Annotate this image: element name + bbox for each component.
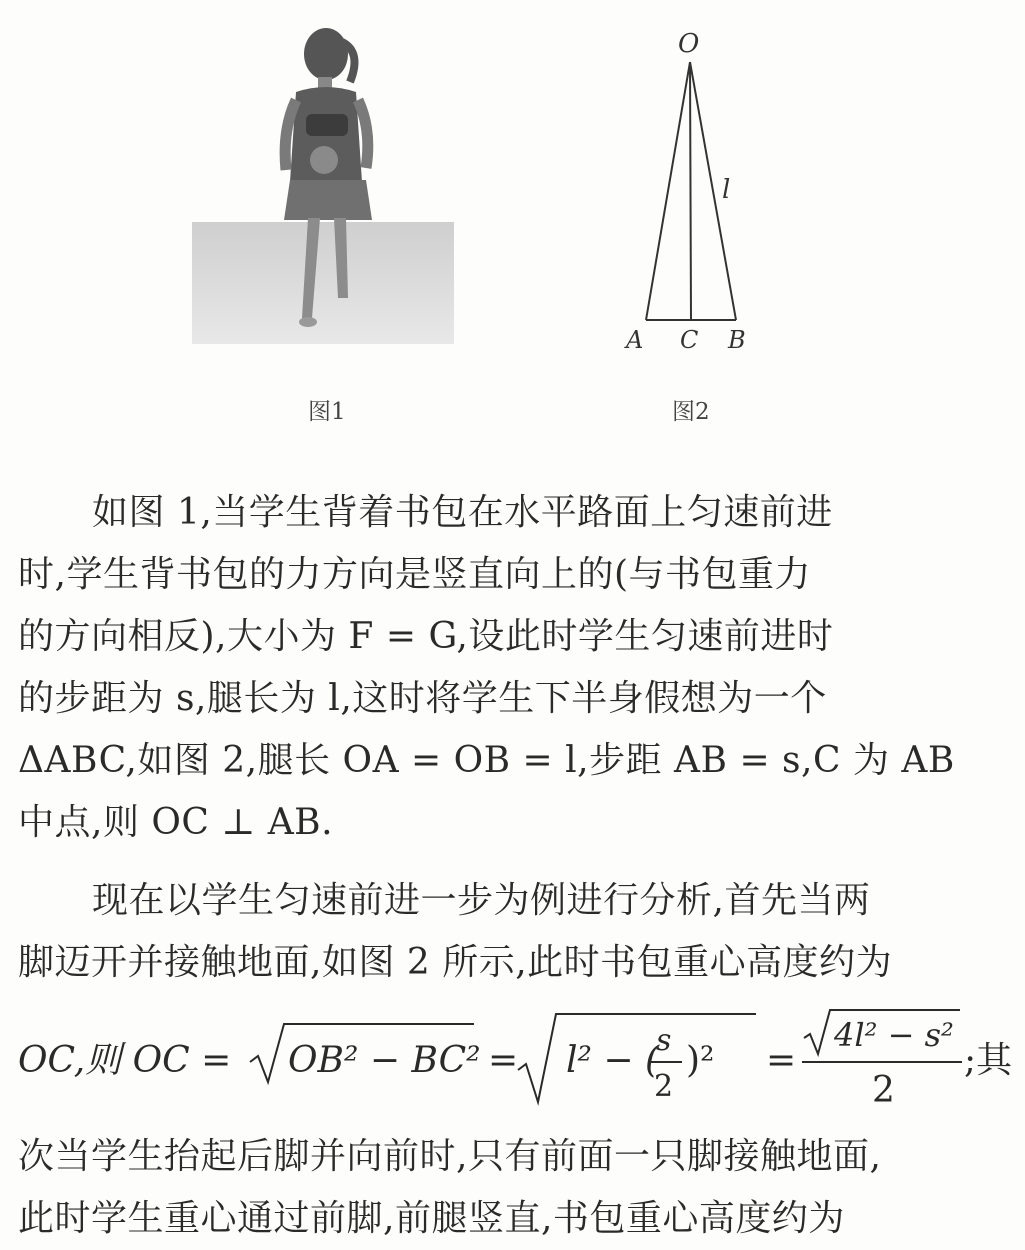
formula-num: 4l² − s²: [834, 1016, 954, 1054]
text-line: 现在以学生匀速前进一步为例进行分析,首先当两: [92, 880, 871, 921]
oc-formula: [18, 1000, 1018, 1120]
text-line: 时,学生背书包的力方向是竖直向上的(与书包重力: [18, 554, 811, 595]
segment-oa: [646, 62, 690, 320]
text-line: ΔABC,如图 2,腿长 OA = OB = l,步距 AB = s,C 为 AB: [18, 740, 955, 781]
paragraph-1: [18, 482, 1008, 854]
paragraph-2: [18, 870, 1008, 994]
student-walking-photo: [192, 22, 454, 344]
formula-sqrt1: OB² − BC²: [288, 1040, 481, 1081]
text-line: 的步距为 s,腿长为 l,这时将学生下半身假想为一个: [18, 678, 827, 719]
formula-l2: l² − (: [566, 1040, 660, 1081]
text-line: 此时学生重心通过前脚,前腿竖直,书包重心高度约为: [18, 1198, 845, 1239]
ground-background: [192, 222, 454, 344]
formula-den: 2: [872, 1070, 895, 1111]
figure-2-caption: 图2: [672, 399, 710, 425]
formula-frac-den: 2: [654, 1069, 674, 1104]
formula-frac-num: s: [656, 1023, 672, 1058]
text-line: 如图 1,当学生背着书包在水平路面上匀速前进: [92, 492, 833, 533]
segment-oc: [690, 62, 691, 320]
text-line: 次当学生抬起后脚并向前时,只有前面一只脚接触地面,: [18, 1136, 882, 1177]
label-a: A: [626, 326, 644, 354]
formula-eq: =: [488, 1040, 519, 1081]
text-line: 脚迈开并接触地面,如图 2 所示,此时书包重心高度约为: [18, 942, 893, 983]
formula-eq2: =: [766, 1040, 797, 1081]
paragraph-3: [18, 1126, 1008, 1250]
triangle-diagram: [612, 22, 782, 362]
formula-tail: ;其: [964, 1040, 1013, 1081]
label-o: O: [678, 29, 700, 59]
label-b: B: [728, 326, 746, 354]
text-line: 的方向相反),大小为 F = G,设此时学生匀速前进时: [18, 616, 834, 657]
label-l: l: [722, 175, 731, 205]
formula-lead: OC,则 OC =: [18, 1040, 232, 1081]
label-c: C: [680, 326, 699, 354]
text-line: 中点,则 OC ⊥ AB.: [18, 802, 334, 843]
formula-close: )²: [686, 1040, 715, 1081]
figure-1-caption: 图1: [308, 399, 346, 425]
